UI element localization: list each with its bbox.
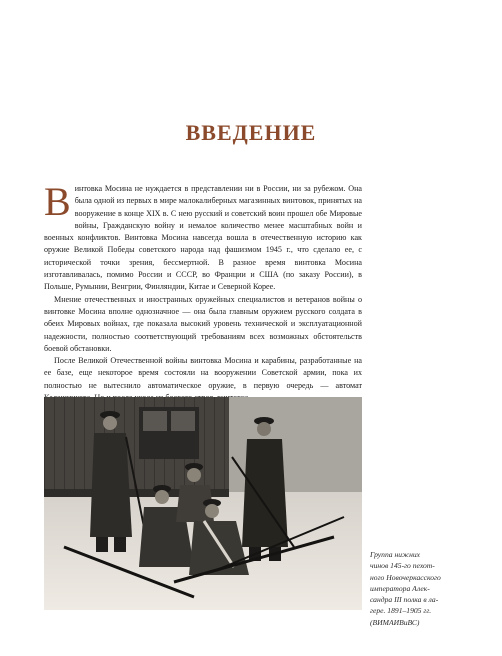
- paragraph-2: Мнение отечественных и иностранных оружейных специалистов и ветеранов войны о винтовке Мосина вполне однозначное — она была главным оружием русского солдата в обеих Мировых войнах, где показала высокий уровень технической и эксплуатационной надежности, полностью соответствующий требованиям всех возможных обстоятельств боевой обстановки.: [44, 294, 362, 353]
- caption-line: гере. 1891–1905 гг.: [370, 606, 432, 616]
- caption-line: Группа нижних: [370, 550, 421, 559]
- page-title: ВВЕДЕНИЕ: [185, 120, 317, 145]
- historical-photo: [44, 397, 362, 610]
- soldiers-photo-illustration: [44, 397, 362, 610]
- paragraph-3: После Великой Отечественной войны винтовка Мосина и карабины, разработанные на ее базе, еще некоторое время состояли на вооружении Советской армии, пока их полностью не вытеснило автоматическое оружие, в первую очередь — автомат: [44, 356, 362, 390]
- caption-line: императора Алек-: [370, 583, 430, 593]
- caption-line: чинов 145-го пехот-: [370, 561, 435, 571]
- drop-cap: В: [44, 179, 71, 224]
- caption-line: сандра III полка в ла-: [370, 595, 439, 605]
- paragraph-1-text: интовка Мосина не нуждается в представлении ни в России, ни за рубежом. Она была одной из первых в мире малокалиберных магазинных винтовок, принятых на вооружение в конце XIX в. С нею русский и советский воин прошел обе Мировые войны, Гражданскую войну и немалое количество менее масштабных войн и военных конфликтов. Винтовка Мосина навсегда вошла в отечественную историю как оружие Великой Победы советского народа над фашизмом 1945 г., что сделало ее, с исторической точки зрения, бессмертной. В разное время винтовка Мосина изготавливалась, помимо России и СССР, во Франции и США (по заказу России), в Польше, Румынии, Венгрии, Финляндии, Китае и Северной Корее.: [44, 184, 362, 292]
- intro-text: [44, 179, 362, 404]
- caption-line: ного Новочеркасского: [370, 572, 441, 582]
- caption-line: (ВИМАИВиВС): [370, 617, 420, 627]
- photo-caption: [370, 549, 460, 628]
- paragraph-1: [44, 179, 362, 294]
